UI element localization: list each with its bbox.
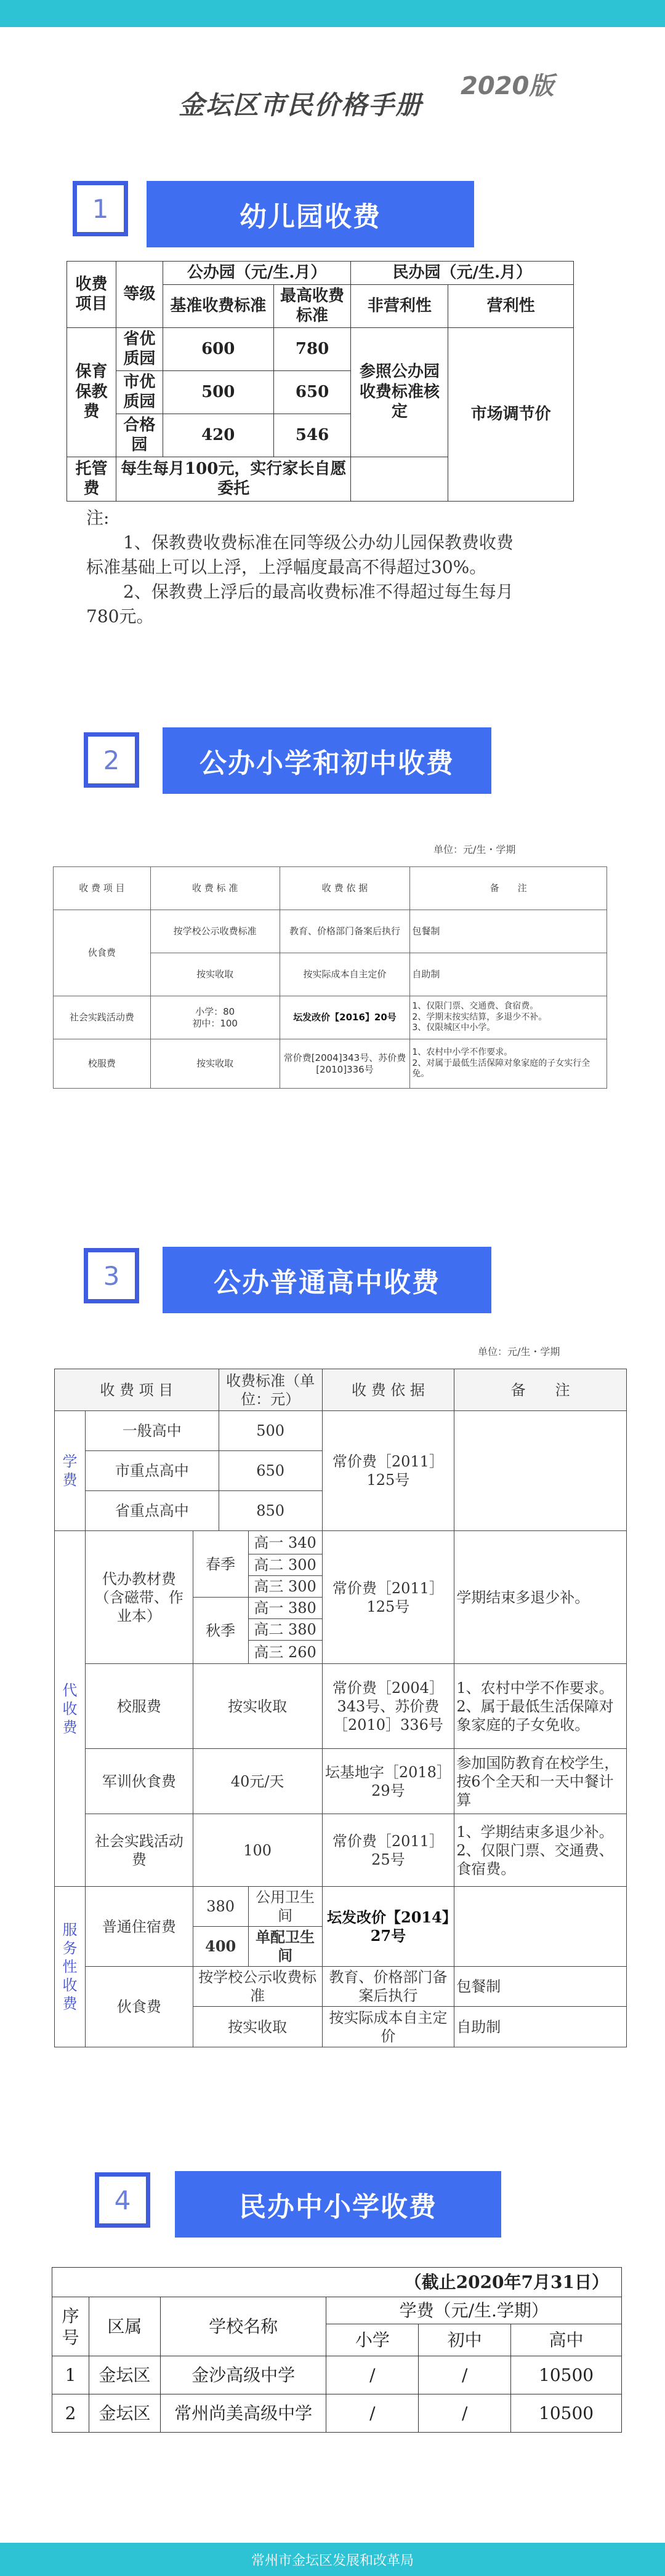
- tuition-name: 市重点高中: [85, 1451, 219, 1491]
- boarding-fee-text: 每生每月100元，实行家长自愿委托: [116, 457, 351, 501]
- meal-note-1: 包餐制: [410, 910, 607, 953]
- uniform-note: 1、农村中学不作要求。 2、属于最低生活保障对象家庭的子女免收。: [454, 1664, 627, 1749]
- military-meal-basis: 坛基地字［2018］29号: [322, 1749, 454, 1814]
- row-school: 金沙高级中学: [160, 2356, 326, 2394]
- base-fee-cell: 500: [163, 370, 273, 414]
- header-basis: 收 费 依 据: [322, 1369, 454, 1411]
- grade-cell: 省优质园: [116, 327, 163, 370]
- practice-basis: 常价费［2011］25号: [322, 1814, 454, 1887]
- empty-cell: [351, 457, 448, 501]
- col-public-base: 基准收费标准: [163, 284, 273, 327]
- meal-standard-1: 按学校公示收费标准: [150, 910, 280, 953]
- base-fee-cell: 600: [163, 327, 273, 370]
- col-profit: 营利性: [448, 284, 574, 327]
- dorm-basis: 坛发改价【2014】27号: [322, 1887, 454, 1967]
- collect-group: 代收费: [55, 1531, 86, 1887]
- tuition-group: 学费: [55, 1411, 86, 1531]
- service-group: 服务性收费: [55, 1887, 86, 2047]
- textbook-spring-fee: 高二 300: [248, 1554, 322, 1576]
- textbook-autumn-fee: 高二 380: [248, 1619, 322, 1641]
- row-senior: 10500: [511, 2356, 622, 2394]
- row-district: 金坛区: [89, 2394, 160, 2433]
- col-public: 公办园（元/生.月）: [163, 262, 351, 285]
- edition-year: 2020版: [461, 72, 554, 100]
- row-care-fee: 保育保教费: [67, 327, 116, 457]
- military-meal-name: 军训伙食费: [85, 1749, 193, 1814]
- practice-standard: 100: [193, 1814, 322, 1887]
- uniform-standard: 按实收取: [150, 1039, 280, 1089]
- row-no: 1: [52, 2356, 89, 2394]
- tuition-name: 省重点高中: [85, 1491, 219, 1531]
- military-meal-standard: 40元/天: [193, 1749, 322, 1814]
- header-item: 收 费 项 目: [55, 1369, 219, 1411]
- grade-cell: 市优质园: [116, 370, 163, 414]
- section2-number-badge: 2: [84, 732, 139, 788]
- base-fee-cell: 420: [163, 414, 273, 457]
- profit-cell: 市场调节价: [448, 327, 574, 501]
- practice-standard: 小学：80 初中：100: [150, 996, 280, 1039]
- header-item: 收 费 项 目: [54, 867, 151, 910]
- tuition-name: 一般高中: [85, 1411, 219, 1451]
- textbook-autumn-fee: 高一 380: [248, 1598, 322, 1619]
- header-no: 序号: [52, 2297, 89, 2356]
- footer-bar: 常州市金坛区发展和改革局: [0, 2543, 665, 2576]
- autumn-label: 秋季: [193, 1598, 248, 1664]
- row-primary: /: [326, 2394, 419, 2433]
- section4-title: 民办中小学收费: [175, 2171, 501, 2238]
- uniform-note: 1、农村中小学不作要求。 2、对属于最低生活保障对象家庭的子女实行全免。: [410, 1039, 607, 1089]
- meal-note-2: 自助制: [410, 953, 607, 996]
- section1-number-badge: 1: [73, 181, 128, 236]
- primary-junior-fee-table: [53, 866, 607, 1089]
- section4-number-badge: 4: [95, 2172, 150, 2228]
- header-primary: 小学: [326, 2324, 419, 2356]
- header-note: 备 注: [410, 867, 607, 910]
- tuition-basis: 常价费［2011］125号: [322, 1411, 454, 1531]
- dorm-label-1: 公用卫生间: [248, 1887, 322, 1927]
- table-caption: （截止2020年7月31日）: [52, 2268, 622, 2297]
- practice-note: 1、仅限门票、交通费、食宿费。 2、学期末按实结算，多退少不补。 3、仅限城区中小学。: [410, 996, 607, 1039]
- textbook-note: 学期结束多退少补。: [454, 1531, 627, 1664]
- military-meal-note: 参加国防教育在校学生，按6个全天和一天中餐计算: [454, 1749, 627, 1814]
- dorm-name: 普通住宿费: [85, 1887, 193, 1967]
- section1-title: 幼儿园收费: [147, 181, 474, 247]
- note-1: 1、保教费收费标准在同等级公办幼儿园保教费收费标准基础上可以上浮，上浮幅度最高不得超过30%。: [86, 532, 514, 577]
- practice-fee-label: 社会实践活动费: [54, 996, 151, 1039]
- empty-cell: [454, 1887, 627, 1967]
- practice-note: 1、学期结束多退少补。 2、仅限门票、交通费、食宿费。: [454, 1814, 627, 1887]
- row-primary: /: [326, 2356, 419, 2394]
- header-junior: 初中: [419, 2324, 511, 2356]
- uniform-basis: 常价费［2004］343号、苏价费［2010］336号: [322, 1664, 454, 1749]
- meal-basis-2: 按实际成本自主定价: [322, 2007, 454, 2047]
- tuition-value: 500: [219, 1411, 322, 1451]
- notes-label: 注:: [86, 508, 110, 528]
- meal-basis-1: 教育、价格部门备案后执行: [322, 1967, 454, 2007]
- header-note: 备 注: [454, 1369, 627, 1411]
- textbook-basis: 常价费［2011］125号: [322, 1531, 454, 1664]
- header-school: 学校名称: [160, 2297, 326, 2356]
- section3-number-badge: 3: [84, 1248, 139, 1303]
- meal-basis-1: 教育、价格部门备案后执行: [280, 910, 410, 953]
- notes-block: [86, 506, 530, 629]
- dorm-label-2: 单配卫生间: [248, 1927, 322, 1967]
- section3-unit: 单位：元/生・学期: [478, 1346, 560, 1358]
- col-nonprofit: 非营利性: [351, 284, 448, 327]
- private-school-fee-table: [52, 2267, 622, 2433]
- uniform-name: 校服费: [85, 1664, 193, 1749]
- row-school: 常州尚美高级中学: [160, 2394, 326, 2433]
- col-private: 民办园（元/生.月）: [351, 262, 574, 285]
- grade-cell: 合格园: [116, 414, 163, 457]
- section2-unit: 单位：元/生・学期: [433, 844, 516, 855]
- col-grade: 等级: [116, 262, 163, 328]
- row-junior: /: [419, 2394, 511, 2433]
- meal-standard-2: 按实收取: [193, 2007, 322, 2047]
- dorm-value-2: 400: [193, 1927, 248, 1967]
- col-public-max: 最高收费标准: [273, 284, 351, 327]
- header-senior: 高中: [511, 2324, 622, 2356]
- practice-basis: 坛发改价【2016】20号: [280, 996, 410, 1039]
- header-district: 区属: [89, 2297, 160, 2356]
- textbook-autumn-fee: 高三 260: [248, 1641, 322, 1664]
- header-basis: 收 费 依 据: [280, 867, 410, 910]
- section2-title: 公办小学和初中收费: [163, 727, 491, 794]
- practice-name: 社会实践活动费: [85, 1814, 193, 1887]
- row-district: 金坛区: [89, 2356, 160, 2394]
- meal-basis-2: 按实际成本自主定价: [280, 953, 410, 996]
- uniform-standard: 按实收取: [193, 1664, 322, 1749]
- uniform-basis: 常价费[2004]343号、苏价费[2010]336号: [280, 1039, 410, 1089]
- meal-name: 伙食费: [85, 1967, 193, 2047]
- top-accent-bar: [0, 0, 665, 27]
- textbook-spring-fee: 高一 340: [248, 1531, 322, 1554]
- header-fee: 学费（元/生.学期）: [326, 2297, 622, 2324]
- row-no: 2: [52, 2394, 89, 2433]
- kindergarten-fee-table: [66, 261, 574, 502]
- dorm-value-1: 380: [193, 1887, 248, 1927]
- max-fee-cell: 650: [273, 370, 351, 414]
- nonprofit-cell: 参照公办园收费标准核定: [351, 327, 448, 457]
- meal-standard-1: 按学校公示收费标准: [193, 1967, 322, 2007]
- meal-note-1: 包餐制: [454, 1967, 627, 2007]
- meal-note-2: 自助制: [454, 2007, 627, 2047]
- tuition-value: 850: [219, 1491, 322, 1531]
- max-fee-cell: 546: [273, 414, 351, 457]
- page-title: 金坛区市民价格手册: [179, 90, 423, 120]
- textbook-name: 代办教材费（含磁带、作业本）: [85, 1531, 193, 1664]
- uniform-fee-label: 校服费: [54, 1039, 151, 1089]
- senior-high-fee-table: [54, 1369, 627, 2047]
- meal-fee-label: 伙食费: [54, 910, 151, 996]
- meal-standard-2: 按实收取: [150, 953, 280, 996]
- row-junior: /: [419, 2356, 511, 2394]
- tuition-value: 650: [219, 1451, 322, 1491]
- col-fee-item: 收费项目: [67, 262, 116, 328]
- empty-cell: [454, 1411, 627, 1531]
- spring-label: 春季: [193, 1531, 248, 1598]
- header-standard: 收 费 标 准: [150, 867, 280, 910]
- row-boarding-fee: 托管费: [67, 457, 116, 501]
- note-2: 2、保教费上浮后的最高收费标准不得超过每生每月780元。: [86, 582, 514, 626]
- header-standard: 收费标准（单位：元）: [219, 1369, 322, 1411]
- textbook-spring-fee: 高三 300: [248, 1576, 322, 1598]
- section3-title: 公办普通高中收费: [163, 1247, 491, 1313]
- row-senior: 10500: [511, 2394, 622, 2433]
- max-fee-cell: 780: [273, 327, 351, 370]
